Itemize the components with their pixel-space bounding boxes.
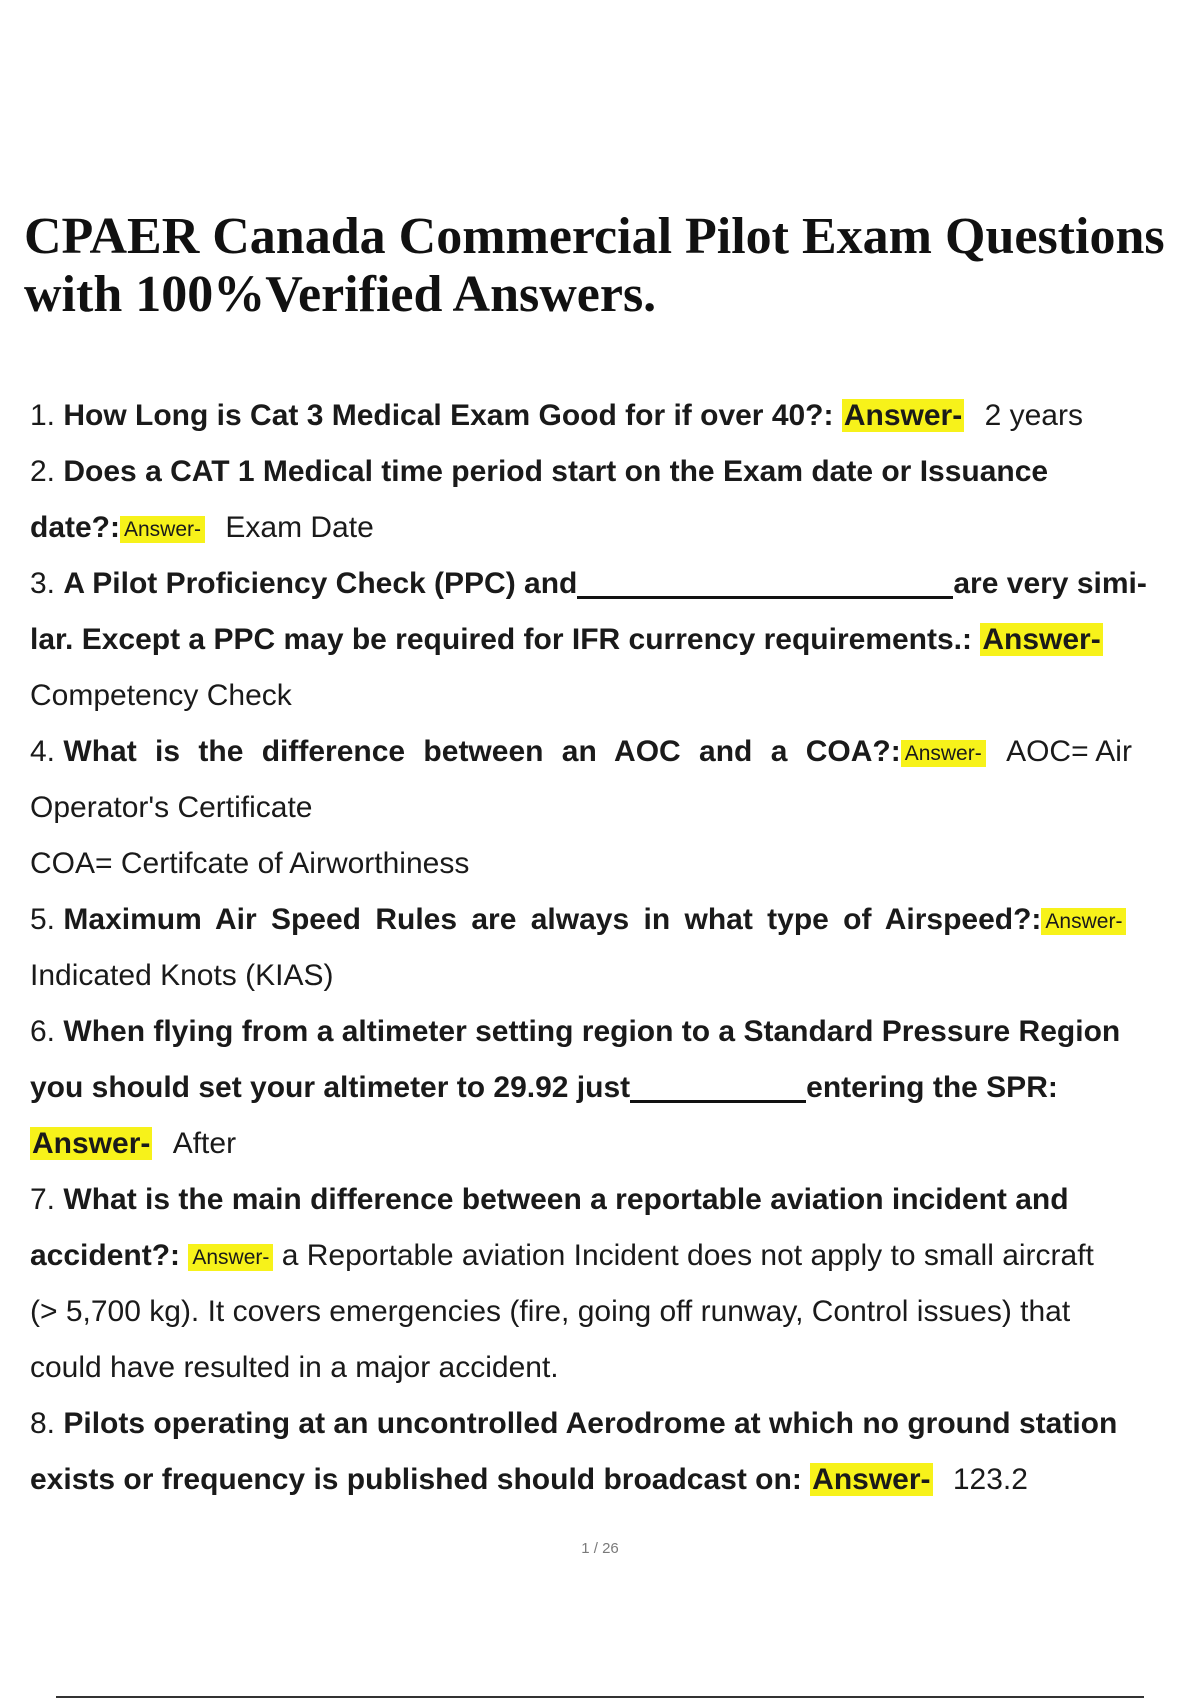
question-number: 5. [30,903,56,936]
question-item-5 [30,892,1196,948]
question-text: Maximum Air Speed Rules are always in what type of Airspeed?: [63,903,1042,936]
question-text: exists or frequency is published should broadcast on: [30,1463,802,1496]
question-item-7-answer-2 [30,1284,1196,1340]
question-item-6-answer [30,1116,1196,1172]
answer-label: Answer- [901,740,986,767]
answer-label: Answer- [120,516,205,543]
question-item-8-cont [30,1452,1196,1508]
question-text: date?: [30,511,120,544]
question-item-6-cont [30,1060,1196,1116]
answer-label: Answer- [843,399,963,432]
fill-in-blank [577,566,953,599]
answer-text: Operator's Certificate [30,791,313,824]
question-text: lar. Except a PPC may be required for IFR currency requirements.: [30,623,972,656]
question-item-6 [30,1004,1196,1060]
footer-divider [56,1696,1144,1698]
page-indicator: 1 / 26 [581,1540,619,1557]
question-text: Does a CAT 1 Medical time period start on the Exam date or Issuance [63,455,1049,488]
question-item-1 [30,388,1196,444]
question-item-7-answer-3 [30,1340,1196,1396]
question-item-4-answer-2 [30,780,1196,836]
answer-label: Answer- [982,623,1101,656]
fill-in-blank [630,1070,806,1103]
question-item-8 [30,1396,1196,1452]
answer-text: After [172,1127,237,1160]
title-line-2: with 100%Verified Answers. [24,266,657,323]
question-list [30,388,1196,1508]
answer-text: could have resulted in a major accident. [30,1351,559,1384]
question-text: entering the SPR: [806,1071,1058,1104]
answer-label: Answer- [1041,908,1126,935]
question-number: 8. [30,1407,56,1440]
question-text: Pilots operating at an uncontrolled Aerodrome at which no ground station [63,1407,1118,1440]
answer-text: 123.2 [952,1463,1028,1496]
answer-label: Answer- [812,1463,931,1496]
question-item-3-answer [30,668,1196,724]
question-text: accident?: [30,1239,181,1272]
question-number: 6. [30,1015,56,1048]
question-item-7-cont [30,1228,1196,1284]
answer-text: AOC= Air [1006,735,1132,768]
question-text: What is the main difference between a reportable aviation incident and [63,1183,1069,1216]
answer-text: Indicated Knots (KIAS) [30,959,334,992]
question-item-2-cont [30,500,1196,556]
question-text: A Pilot Proficiency Check (PPC) and [63,567,578,600]
question-item-7 [30,1172,1196,1228]
question-text: When flying from a altimeter setting region to a Standard Pressure Region [63,1015,1121,1048]
title-line-1: CPAER Canada Commercial Pilot Exam Questions [24,208,1165,265]
answer-text: Competency Check [30,679,292,712]
question-text: How Long is Cat 3 Medical Exam Good for if over 40?: [63,399,834,432]
question-item-4 [30,724,1196,780]
question-text: are very simi- [953,567,1147,600]
answer-text: (> 5,700 kg). It covers emergencies (fire, going off runway, Control issues) that [30,1295,1071,1328]
question-text: What is the difference between an AOC and a COA?: [63,735,901,768]
question-number: 2. [30,455,56,488]
question-number: 4. [30,735,56,768]
answer-text: a Reportable aviation Incident does not apply to small aircraft [281,1239,1094,1272]
answer-text: 2 years [984,399,1083,432]
question-item-2 [30,444,1196,500]
answer-label: Answer- [188,1244,273,1271]
question-item-3 [30,556,1196,612]
answer-text: Exam Date [225,511,374,544]
answer-text: COA= Certifcate of Airworthiness [30,847,470,880]
document-title [24,208,1184,324]
question-number: 3. [30,567,56,600]
question-text: you should set your altimeter to 29.92 just [30,1071,631,1104]
question-number: 7. [30,1183,56,1216]
question-item-4-answer-3 [30,836,1196,892]
question-item-3-cont [30,612,1196,668]
question-item-5-answer [30,948,1196,1004]
answer-label: Answer- [32,1127,151,1160]
question-number: 1. [30,399,56,432]
